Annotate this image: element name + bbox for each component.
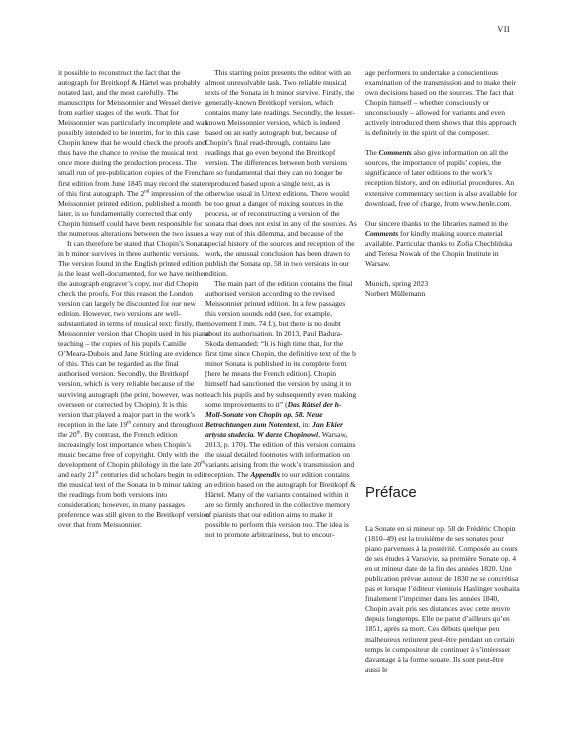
paragraph [365,219,520,269]
superscript: th [76,430,81,436]
paragraph [58,68,210,239]
paragraph: La Sonate en si mineur op. 58 de Frédéric Chopin (1810–49) est la troisième de ses sonates pour piano parvenues à la postérité. Composée au cours de ses études à Varsovie, sa première Sonate op. 4 en ut mineur date de la fin des années 1820. Une publication prévue autour de 1830 ne se concrétisa pas et lorsque l’éditeur viennois Haslinger souhaita finalement l’imprimer dans les années 1840, Chopin avait pris ses distances avec cette œuvre depuis longtemps. Elle ne parut d’ailleurs qu’en 1851, après sa mort. Ces débuts quelque peu malheureux retinrent peut-être pendant un certain temps le compositeur de continuer à s’intéresser davantage à la forme sonate. Ils sont peut-être aussi le [365,524,520,674]
paragraph [58,239,210,530]
citation: Jan Ekier artysta studecia. W darze Chopinowi [205,419,343,439]
paragraph: age performers to undertake a conscientious examination of the transmission and to make their own decisions based on the sources. The fact that Chopin himself – whether consciously or unconsciously – allowed for variants and even actively introduced them shows that this approach is definitely in the spirit of the composer. [365,68,517,138]
text: centuries did scholars begin to edit the musical text of the Sonata in b minor taking the readings from both versions into consideration; however, in many passages preference was still given to the Breitkopf version over that from Meissonnier. [58,469,210,530]
text: , in: [298,419,313,429]
column-left [58,68,210,530]
column-right [365,68,520,299]
text: The main part of the edition contains the final authorised version according to the revised Meissonnier printed edition. In a few passages this version sounds odd (see, for example, movement I mm. 74 f.), but there is no doubt about its authorisation. In 2013, Paul Badura-Skoda demanded: “It is high time that, for the first time since Chopin, the definitive text of the b minor Sonata is published in its complete form [here he means the French edition]. Chopin himself had sanctioned the version by using it to teach his pupils and by subsequently even making some improvements to it” ( [205,278,357,409]
superscript: st [95,470,99,476]
page-number: VII [497,24,510,34]
text: to our edition contains an edition based on the autograph for Breitkopf & Härtel. Many of the variants contained within it are so firmly anchored in the collective memory of pianists that our edition aims to make it possible to perform this version too. The idea is not to promote arbitrariness, but to encour- [205,469,356,540]
text: It can therefore be stated that Chopin’s Sonata in b minor survives in three authentic versions. The version found in the English printed edition is the least well-documented, for we have neither the autograph engraver’s copy, nor did Chopin check the proofs. For this reason the London version can largely be discounted for our new edition. However, two versions are well-substantiated in terms of musical text: firstly, the Meissonnier version that Chopin used in his piano teaching – the copies of his pupils Camille O’Meara-Dubois and Jane Stirling are evidence of this. This can be regarded as the final authorised version. Secondly, the Breitkopf version, which is very reliable because of the surviving autograph (the print, however, was not overseen or corrected by Chopin). It is this version that played a major part in the work’s reception in the late 19 [58,238,210,429]
emphasis: Comments [378,148,412,158]
text: . By contrast, the French edition increasingly lost importance when Chopin’s music became free of copyright. Only with the development of Chopin philology in the late 20 [58,429,202,469]
text: century and throughout the 20 [58,419,204,439]
paragraph [365,148,520,208]
text: Our sincere thanks to the libraries named in the [365,218,508,228]
emphasis: Appendix [250,469,281,479]
paragraph: This starting point presents the editor with an almost unresolvable task. Two reliable musical texts of the Sonata in b minor survive. Firstly, the generally-known Breitkopf version, which contains many late readings. Secondly, the lesser-known Meissonnier version, which is indeed based on an early autograph but, because of Chopin’s final read-through, contains late readings that go even beyond the Breitkopf version. The differences between both versions are so fundamental that they can no longer be reproduced based upon a single text, as is otherwise usual in Urtext editions. There would be too great a danger of mixing sources in the process, or of reconstructing a version of the sonata that does not exist in any of the sources. As a way out of this dilemma, and because of the special history of the sources and reception of the work, the unusual conclusion has been drawn to publish the Sonata op. 58 in two versions in our edition. [205,68,357,278]
text: it possible to reconstruct the fact that the autograph for Breitkopf & Härtel was probably notated last, and the most carefully. The manuscripts for Meissonnier and Wessel derive from earlier stages of the work. That for Meissonnier was particularly incomplete and was possibly intended to be interim, for in this case Chopin knew that he would check the proofs and thus have the chance to revise the musical text once more during the production process. The small run of pre-publication copies of the French first edition from June 1845 may record the state of this first autograph. The 2 [58,68,208,198]
superscript: nd [144,189,150,195]
french-column [365,524,520,675]
place-date: Munich, spring 2023 [365,278,429,288]
superscript: th [201,460,206,466]
text: impression of the Meissonnier printed edition, published a month later, is so fundamentally corrected that only Chopin himself could have been responsible for the numerous alterations between the two issues. [58,188,206,238]
text: and early 21 [58,469,96,479]
section-heading: Préface [365,484,417,501]
column-middle [205,68,357,540]
emphasis: Comments [365,228,399,238]
text: for kindly making source material available. Particular thanks to Zofia Chechlińska and Teresa Nowak of the Chopin Institute in Warsaw. [365,228,513,268]
text: , Warsaw, 2013, p. 170). The edition of this version contains the usual detailed footnotes with information on variants arising from the work’s transmission and reception. The [205,429,356,479]
text: also give information on all the sources, the importance of pupils’ copies, the significance of later editions to the work’s reception history, and on editorial procedures. An extensive commentary section is also available for download, free of charge, from www.henle.com. [365,148,518,208]
paragraph [205,279,357,540]
text: The [365,148,379,158]
author: Norbert Müllemann [365,288,426,298]
citation: Das Rätsel der h-Moll-Sonate von Chopin op. 58. Neue Betrachtungen zum Notentext [205,399,342,429]
superscript: th [127,420,132,426]
